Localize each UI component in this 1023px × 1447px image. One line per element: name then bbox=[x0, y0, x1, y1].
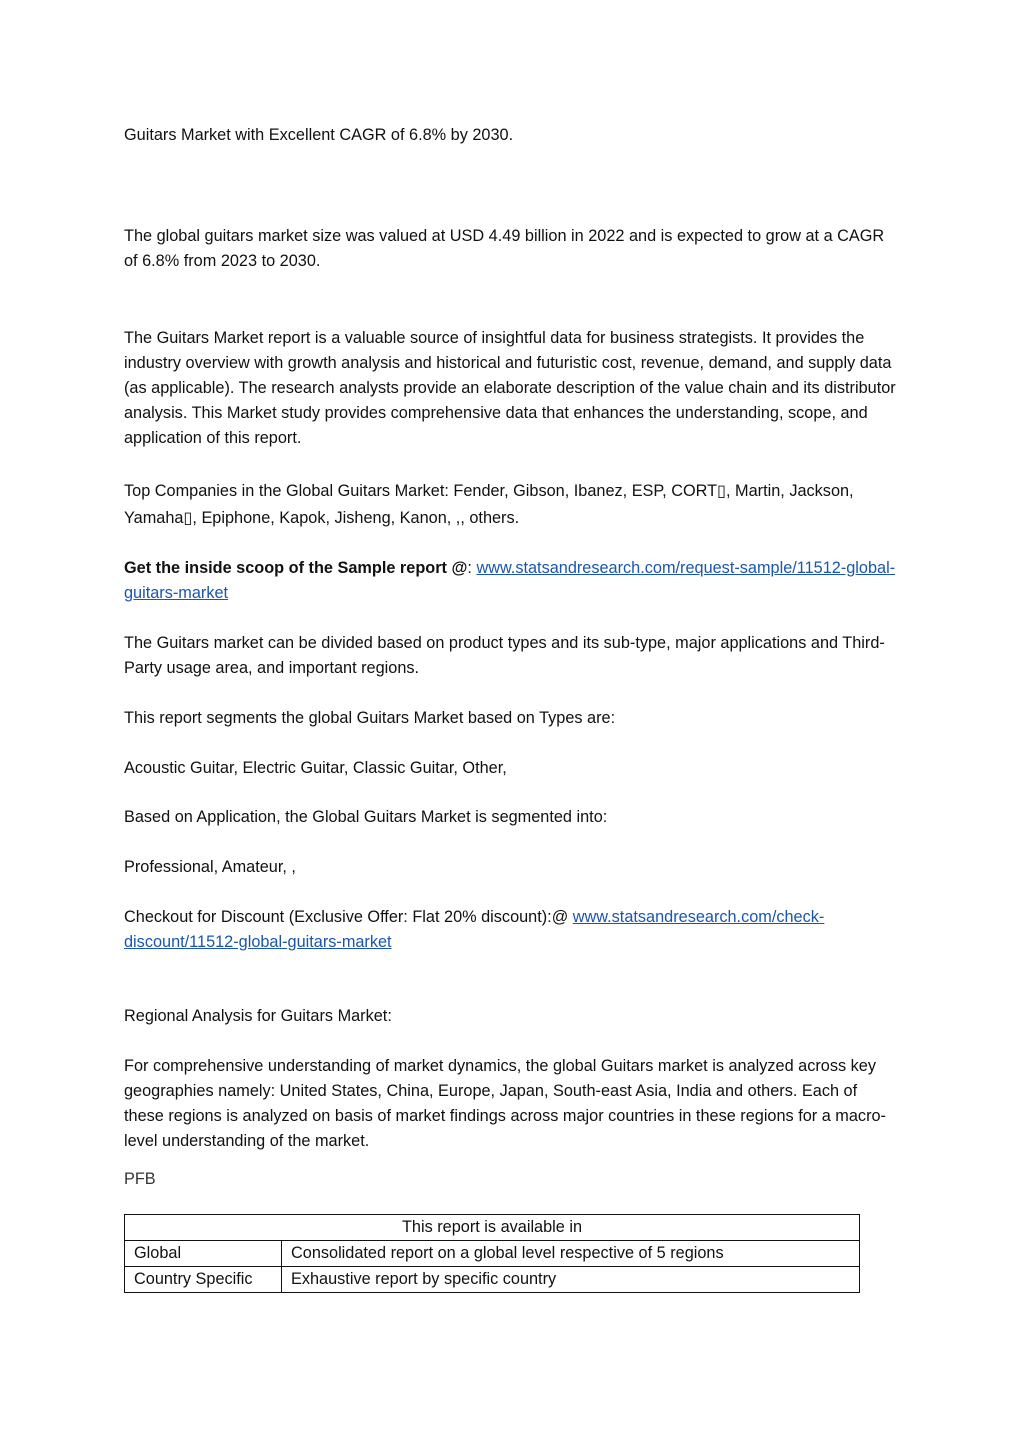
types-intro: This report segments the global Guitars Market based on Types are: bbox=[124, 709, 616, 727]
sample-separator: : bbox=[467, 559, 477, 577]
table-cell-name: Country Specific bbox=[125, 1267, 282, 1293]
table-cell-name: Global bbox=[125, 1241, 282, 1267]
companies-paragraph: Top Companies in the Global Guitars Market: Fender, Gibson, Ibanez, ESP, CORT▯, Martin, Jackson, Yamaha▯, Epiphone, Kapok, Jisheng, Kanon, ,, others. bbox=[124, 482, 854, 527]
division-paragraph: The Guitars market can be divided based on product types and its sub-type, major applications and Third-Party usage area, and important regions. bbox=[124, 634, 885, 677]
table-header: This report is available in bbox=[125, 1215, 860, 1241]
table-header-row bbox=[125, 1215, 860, 1241]
intro-paragraph: The global guitars market size was valued at USD 4.49 billion in 2022 and is expected to grow at a CAGR of 6.8% from 2023 to 2030. bbox=[124, 227, 885, 270]
document-title: Guitars Market with Excellent CAGR of 6.8% by 2030. bbox=[124, 126, 514, 144]
discount-label: Checkout for Discount (Exclusive Offer: Flat 20% discount):@ bbox=[124, 908, 573, 926]
table-row bbox=[125, 1241, 860, 1267]
availability-table bbox=[124, 1214, 860, 1293]
regional-heading: Regional Analysis for Guitars Market: bbox=[124, 1007, 392, 1025]
discount-link[interactable]: www.statsandresearch.com/check-discount/11512-global-guitars-market bbox=[124, 908, 825, 951]
discount-paragraph bbox=[124, 905, 869, 955]
sample-label: Get the inside scoop of the Sample report @ bbox=[124, 559, 468, 577]
table-cell-desc: Exhaustive report by specific country bbox=[282, 1267, 860, 1293]
regional-paragraph: For comprehensive understanding of market dynamics, the global Guitars market is analyzed across key geographies namely: United States, China, Europe, Japan, South-east Asia, India and others. Each of these regions is analyzed on basis of market findings across major countries in these regions for a macro-level understanding of the market. bbox=[124, 1057, 886, 1150]
sample-report-link[interactable]: www.statsandresearch.com/request-sample/11512-global-guitars-market bbox=[124, 559, 896, 602]
sample-paragraph bbox=[124, 556, 899, 606]
table-row bbox=[125, 1267, 860, 1293]
table-cell-desc: Consolidated report on a global level respective of 5 regions bbox=[282, 1241, 860, 1267]
pfb-label: PFB bbox=[124, 1170, 156, 1188]
application-intro: Based on Application, the Global Guitars Market is segmented into: bbox=[124, 808, 608, 826]
overview-paragraph: The Guitars Market report is a valuable source of insightful data for business strategists. It provides the industry overview with growth analysis and historical and futuristic cost, revenue, demand, and supply data (as applicable). The research analysts provide an elaborate description of the value chain and its distributor analysis. This Market study provides comprehensive data that enhances the understanding, scope, and application of this report. bbox=[124, 329, 896, 447]
types-list: Acoustic Guitar, Electric Guitar, Classic Guitar, Other, bbox=[124, 759, 507, 777]
applications-list: Professional, Amateur, , bbox=[124, 858, 296, 876]
